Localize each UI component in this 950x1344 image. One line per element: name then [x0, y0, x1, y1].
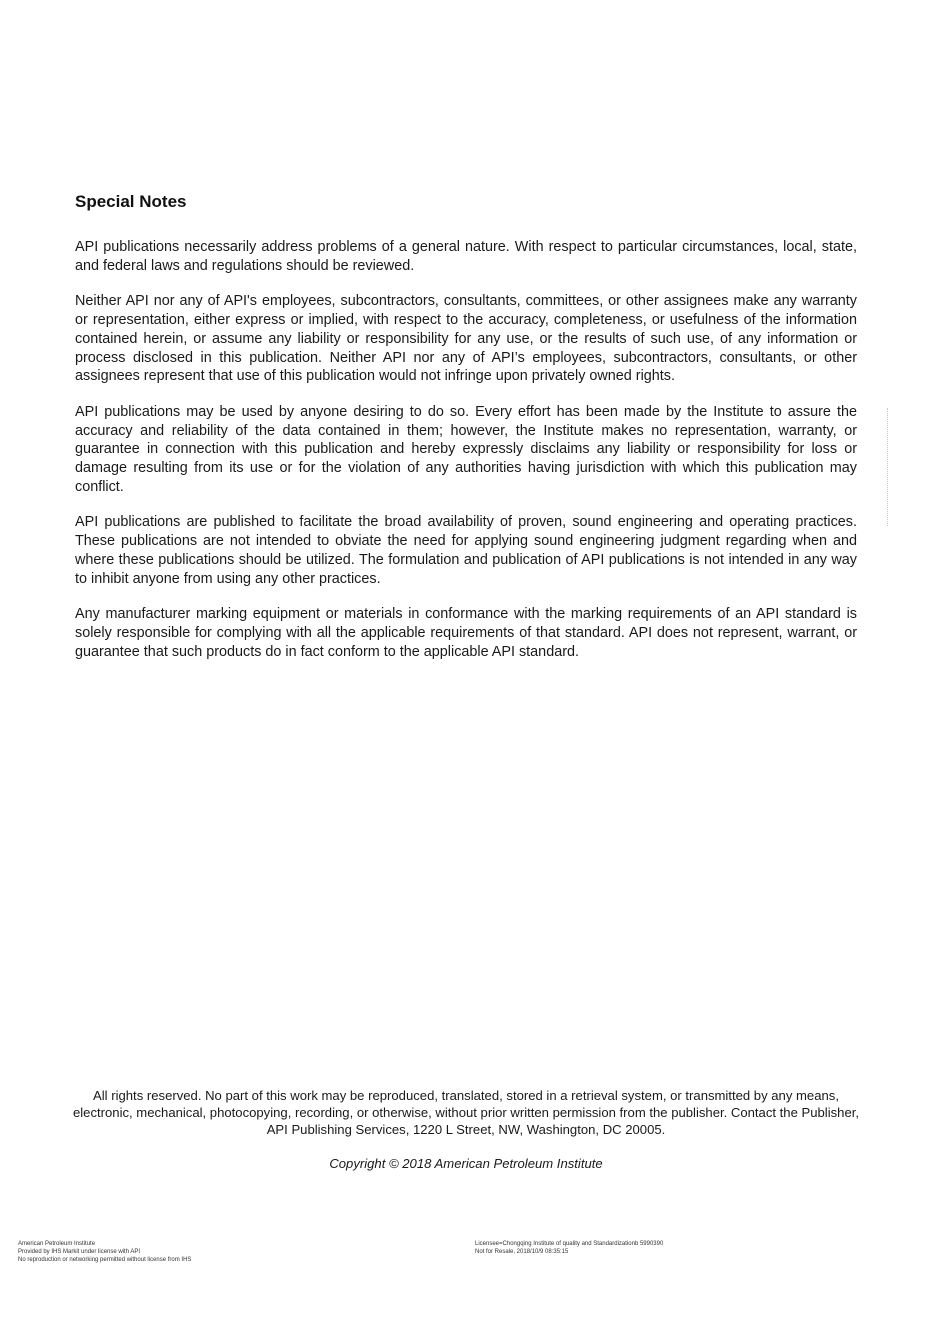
- footer-line: Provided by IHS Markit under license with API: [18, 1249, 141, 1255]
- page-title: Special Notes: [75, 192, 187, 211]
- footer-line: Not for Resale, 2018/10/9 08:35:15: [475, 1249, 569, 1255]
- footer-line: American Petroleum Institute: [18, 1241, 96, 1247]
- notes-paragraph: Neither API nor any of API's employees, subcontractors, consultants, committees, or other assignees make any warranty or representation, either express or implied, with respect to the accuracy, completeness, or usefulness of the information contained herein, or assume any liability or responsibility for any use, or the results of such use, of any information or process disclosed in this publication. Neither API nor any of API’s employees, subcontractors, consultants, or other assignees represent that use of this publication would not infringe upon privately owned rights.: [75, 293, 857, 385]
- copyright-line: Copyright © 2018 American Petroleum Institute: [329, 1155, 603, 1171]
- footer-license-info: [475, 1240, 663, 1256]
- footer-line: No reproduction or networking permitted without license from IHS: [18, 1257, 192, 1263]
- notes-paragraph: API publications necessarily address problems of a general nature. With respect to particular circumstances, local, state, and federal laws and regulations should be reviewed.: [75, 239, 857, 274]
- rights-notice: All rights reserved. No part of this work may be reproduced, translated, stored in a retrieval system, or transmitted by any means, electronic, mechanical, photocopying, recording, or otherwise, without prior written permission from the publisher. Contact the Publisher, API Publishing Services, 1220 L Street, NW, Washington, DC 20005.: [72, 1088, 859, 1138]
- notes-paragraph: API publications may be used by anyone desiring to do so. Every effort has been made by the Institute to assure the accuracy and reliability of the data contained in them; however, the Institute makes no representation, warranty, or guarantee in connection with this publication and hereby expressly disclaims any liability or responsibility for loss or damage resulting from its use or for the violation of any authorities having jurisdiction with which this publication may conflict.: [75, 403, 857, 495]
- rights-block: [72, 1087, 860, 1172]
- special-notes-body: [75, 238, 857, 678]
- margin-mark: [887, 408, 889, 526]
- notes-paragraph: Any manufacturer marking equipment or materials in conformance with the marking requirements of an API standard is solely responsible for complying with all the applicable requirements of that standard. API does not represent, warrant, or guarantee that such products do in fact conform to the applicable API standard.: [75, 606, 857, 660]
- footer-line: Licensee=Chongqing Institute of quality and Standardizationb 5990390: [475, 1241, 664, 1247]
- footer-provider-info: [18, 1240, 191, 1264]
- notes-paragraph: API publications are published to facilitate the broad availability of proven, sound engineering and operating practices. These publications are not intended to obviate the need for applying sound engineering judgment regarding when and where these publications should be utilized. The formulation and publication of API publications is not intended in any way to inhibit anyone from using any other practices.: [75, 514, 857, 587]
